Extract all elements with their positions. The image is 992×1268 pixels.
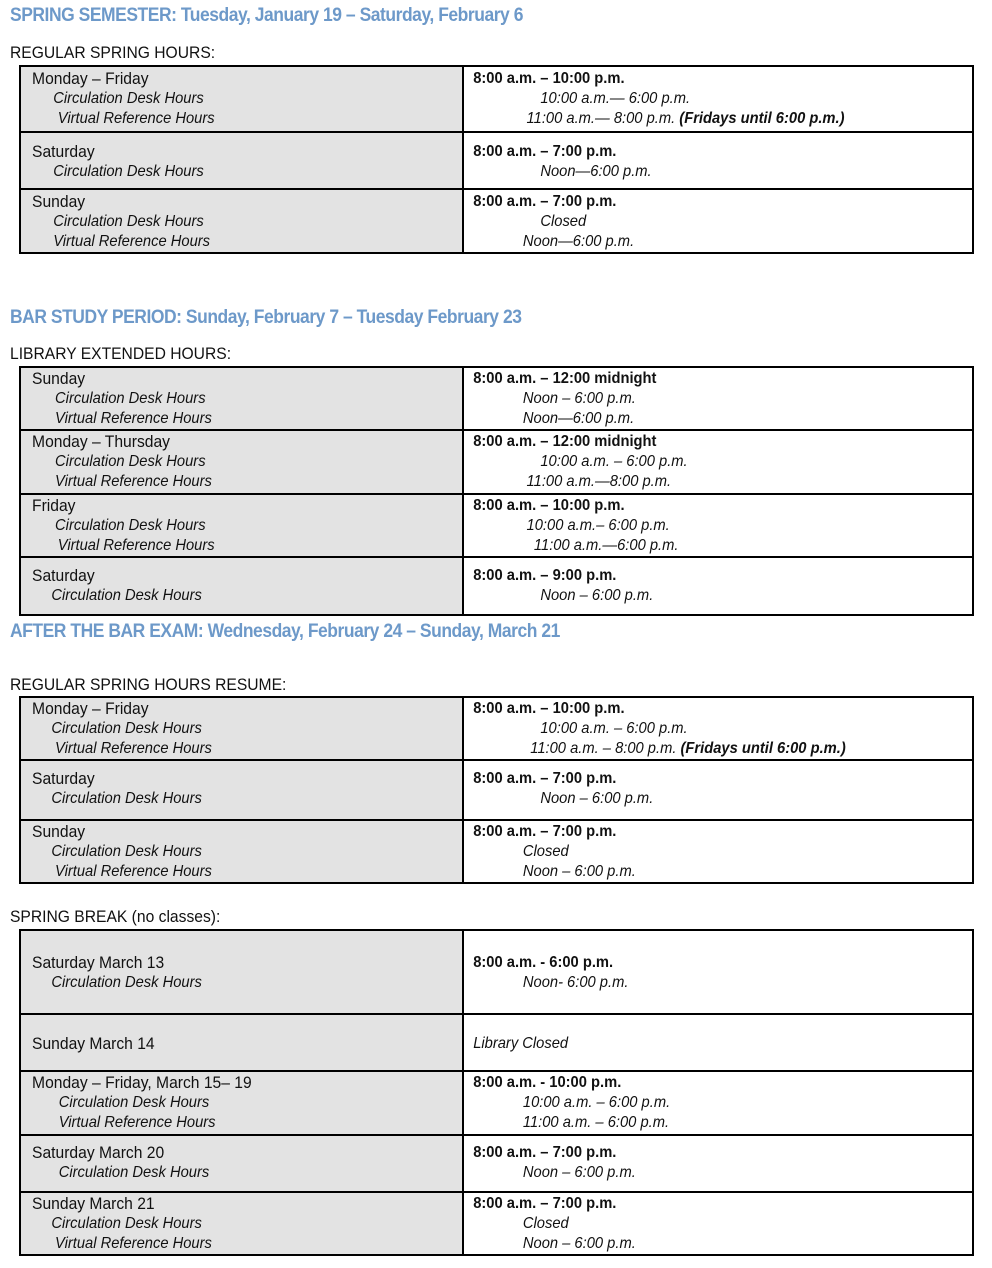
day-label: Saturday [32, 142, 95, 161]
desk-hours-value: 10:00 a.m. – 6:00 p.m. [540, 453, 688, 470]
virtual-hours-value: 11:00 a.m.— 8:00 p.m. [526, 110, 676, 127]
desk-hours-value: Noon – 6:00 p.m. [522, 390, 636, 407]
sub-label: Circulation Desk Hours [53, 90, 204, 107]
sub-label: Circulation Desk Hours [53, 213, 204, 230]
sub-label: Virtual Reference Hours [55, 863, 212, 880]
sub-label: Circulation Desk Hours [51, 843, 202, 860]
desk-hours-value: Closed [522, 1215, 569, 1232]
virtual-hours-value: 11:00 a.m.—6:00 p.m. [533, 537, 679, 554]
sub-label: Virtual Reference Hours [55, 740, 212, 757]
hours-table-spring-semester [19, 65, 974, 254]
day-label: Sunday [32, 192, 86, 211]
hours-value: 8:00 a.m. - 10:00 p.m. [473, 1074, 622, 1091]
hours-value: 8:00 a.m. – 12:00 midnight [473, 370, 657, 387]
table-row [20, 494, 973, 557]
closed-value: Library Closed [473, 1035, 569, 1052]
section-sublabel: LIBRARY EXTENDED HOURS: [10, 344, 232, 363]
virtual-hours-value: Noon—6:00 p.m. [522, 233, 635, 250]
hours-table-spring-break [19, 929, 974, 1256]
sub-label: Circulation Desk Hours [55, 453, 206, 470]
desk-hours-value: Noon- 6:00 p.m. [522, 974, 629, 991]
table-row [20, 132, 973, 189]
day-label: Sunday March 21 [32, 1194, 155, 1213]
virtual-hours-value: Noon—6:00 p.m. [522, 410, 635, 427]
table-row [20, 820, 973, 883]
sub-label: Virtual Reference Hours [58, 1114, 216, 1131]
section-sublabel: REGULAR SPRING HOURS RESUME: [10, 675, 287, 694]
sub-label: Circulation Desk Hours [51, 790, 202, 807]
section-heading-bar-study-period: BAR STUDY PERIOD: Sunday, February 7 – Tuesday February 23 [10, 307, 522, 328]
hours-table-after-bar-exam [19, 696, 974, 884]
sub-label: Circulation Desk Hours [51, 720, 202, 737]
sub-label: Virtual Reference Hours [55, 410, 212, 427]
day-label: Sunday [32, 369, 86, 388]
section-heading-after-bar-exam: AFTER THE BAR EXAM: Wednesday, February 24 – Sunday, March 21 [10, 621, 560, 642]
day-label: Monday – Friday [32, 69, 149, 88]
table-row [20, 557, 973, 615]
hours-value: 8:00 a.m. – 10:00 p.m. [473, 700, 625, 717]
hours-value: 8:00 a.m. – 7:00 p.m. [473, 1144, 617, 1161]
virtual-hours-value: Noon – 6:00 p.m. [522, 863, 636, 880]
day-label: Sunday [32, 822, 86, 841]
day-label: Friday [32, 496, 76, 515]
hours-value: 8:00 a.m. – 7:00 p.m. [473, 1195, 617, 1212]
table-row [20, 66, 973, 132]
table-row [20, 1071, 973, 1135]
desk-hours-value: 10:00 a.m.– 6:00 p.m. [526, 517, 670, 534]
sub-label: Virtual Reference Hours [55, 473, 212, 490]
hours-value: 8:00 a.m. – 7:00 p.m. [473, 193, 617, 210]
hours-value: 8:00 a.m. – 12:00 midnight [473, 433, 657, 450]
sub-label: Circulation Desk Hours [58, 1164, 210, 1181]
section-sublabel-spring-break: SPRING BREAK (no classes): [10, 907, 221, 926]
desk-hours-value: Noon—6:00 p.m. [540, 163, 652, 180]
table-row [20, 430, 973, 494]
desk-hours-value: 10:00 a.m.— 6:00 p.m. [540, 90, 691, 107]
sub-label: Virtual Reference Hours [57, 110, 215, 127]
hours-value: 8:00 a.m. – 10:00 p.m. [473, 70, 625, 87]
hours-table-bar-study-period [19, 366, 974, 616]
desk-hours-value: Noon – 6:00 p.m. [522, 1164, 636, 1181]
section-heading-spring-semester: SPRING SEMESTER: Tuesday, January 19 – Saturday, February 6 [10, 5, 523, 26]
desk-hours-value: 10:00 a.m. – 6:00 p.m. [522, 1094, 671, 1111]
day-label: Saturday March 13 [32, 953, 165, 972]
hours-value: 8:00 a.m. – 7:00 p.m. [473, 143, 617, 160]
hours-value: 8:00 a.m. – 9:00 p.m. [473, 567, 617, 584]
day-label: Saturday March 20 [32, 1143, 165, 1162]
virtual-hours-value: 11:00 a.m.—8:00 p.m. [526, 473, 672, 490]
table-row [20, 1192, 973, 1255]
day-label: Saturday [32, 566, 95, 585]
virtual-hours-value: Noon – 6:00 p.m. [522, 1235, 636, 1252]
sub-label: Circulation Desk Hours [51, 587, 202, 604]
desk-hours-value: Closed [522, 843, 569, 860]
table-row [20, 760, 973, 820]
desk-hours-value: 10:00 a.m. – 6:00 p.m. [540, 720, 688, 737]
sub-label: Virtual Reference Hours [57, 537, 215, 554]
desk-hours-value: Noon – 6:00 p.m. [540, 790, 654, 807]
sub-label: Circulation Desk Hours [53, 163, 204, 180]
table-row [20, 697, 973, 760]
day-label: Monday – Thursday [32, 432, 170, 451]
day-label: Saturday [32, 769, 95, 788]
hours-value: 8:00 a.m. - 6:00 p.m. [473, 954, 614, 971]
day-label: Sunday March 14 [32, 1034, 155, 1053]
desk-hours-value: Noon – 6:00 p.m. [540, 587, 654, 604]
sub-label: Circulation Desk Hours [58, 1094, 210, 1111]
table-row [20, 930, 973, 1014]
day-label: Monday – Friday [32, 699, 149, 718]
section-sublabel: REGULAR SPRING HOURS: [10, 43, 216, 62]
hours-value: 8:00 a.m. – 10:00 p.m. [473, 497, 625, 514]
table-row [20, 189, 973, 253]
fridays-note: (Fridays until 6:00 p.m.) [680, 740, 846, 757]
day-label: Monday – Friday, March 15– 19 [32, 1073, 252, 1092]
sub-label: Circulation Desk Hours [55, 390, 206, 407]
hours-value: 8:00 a.m. – 7:00 p.m. [473, 770, 617, 787]
sub-label: Circulation Desk Hours [55, 517, 206, 534]
sub-label: Virtual Reference Hours [53, 233, 211, 250]
desk-hours-value: Closed [540, 213, 587, 230]
fridays-note: (Fridays until 6:00 p.m.) [679, 110, 845, 127]
sub-label: Virtual Reference Hours [55, 1235, 212, 1252]
virtual-hours-value: 11:00 a.m. – 6:00 p.m. [522, 1114, 670, 1131]
hours-value: 8:00 a.m. – 7:00 p.m. [473, 823, 617, 840]
sub-label: Circulation Desk Hours [51, 974, 202, 991]
virtual-hours-value: 11:00 a.m. – 8:00 p.m. [530, 740, 677, 757]
sub-label: Circulation Desk Hours [51, 1215, 202, 1232]
table-row [20, 367, 973, 430]
table-row [20, 1014, 973, 1071]
table-row [20, 1135, 973, 1192]
